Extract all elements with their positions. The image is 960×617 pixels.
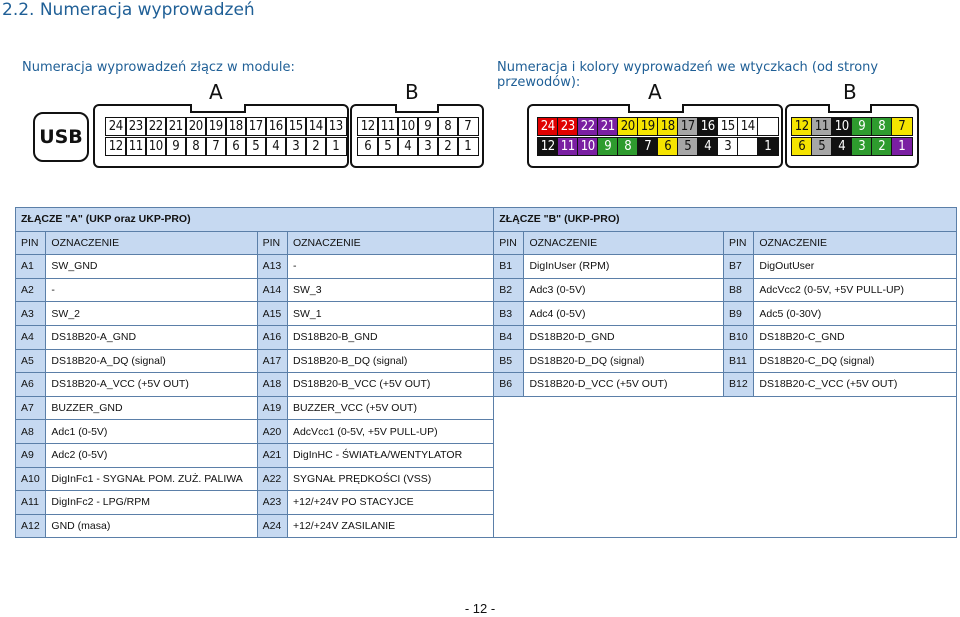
pin-id-cell: A3 (16, 302, 46, 326)
module-connector-b-tab (395, 104, 439, 113)
pin-id-cell: A22 (257, 467, 287, 491)
pin-id-cell: B11 (723, 349, 753, 373)
pin-desc-cell: SW_1 (287, 302, 493, 326)
section-title: 2.2. Numeracja wyprowadzeń (2, 0, 255, 20)
header-desc: OZNACZENIE (754, 231, 957, 255)
pinout-table (15, 207, 957, 538)
module-a-pin: 8 (185, 137, 207, 156)
connector-a-title: ZŁĄCZE "A" (UKP oraz UKP-PRO) (16, 208, 494, 232)
plug-a-pin: 17 (677, 117, 699, 136)
plug-connector-b-label: B (843, 80, 857, 104)
pin-id-cell: B8 (723, 278, 753, 302)
pin-desc-cell: DigInFc2 - LPG/RPM (46, 491, 257, 515)
module-connector-a-label: A (209, 80, 223, 104)
pin-id-cell: A8 (16, 420, 46, 444)
module-b-pin: 9 (417, 117, 439, 136)
plug-a-pin: 16 (697, 117, 719, 136)
module-b-top-row (357, 117, 477, 136)
pin-desc-cell: - (46, 278, 257, 302)
table-row (16, 302, 957, 326)
pin-desc-cell: Adc5 (0-30V) (754, 302, 957, 326)
pin-desc-cell: DS18B20-B_VCC (+5V OUT) (287, 373, 493, 397)
module-a-pin: 7 (205, 137, 227, 156)
module-a-pin: 1 (325, 137, 347, 156)
plug-b-pin: 2 (871, 137, 893, 156)
module-a-pin: 9 (165, 137, 187, 156)
module-b-pin: 8 (437, 117, 459, 136)
pin-id-cell: B9 (723, 302, 753, 326)
pin-id-cell: A6 (16, 373, 46, 397)
pin-id-cell: B1 (494, 255, 524, 279)
pin-desc-cell: DS18B20-D_GND (524, 325, 724, 349)
table-row (16, 396, 957, 420)
pin-id-cell: A13 (257, 255, 287, 279)
pin-desc-cell: DigInUser (RPM) (524, 255, 724, 279)
plug-b-pin: 4 (831, 137, 853, 156)
plug-b-bottom-row (791, 137, 911, 156)
pin-desc-cell: DigInHC - ŚWIATŁA/WENTYLATOR (287, 443, 493, 467)
module-a-pin: 10 (145, 137, 167, 156)
pin-desc-cell: DS18B20-C_DQ (signal) (754, 349, 957, 373)
pin-id-cell: B7 (723, 255, 753, 279)
module-b-pin: 4 (397, 137, 419, 156)
pin-id-cell: A14 (257, 278, 287, 302)
header-desc: OZNACZENIE (46, 231, 257, 255)
module-a-pin: 24 (105, 117, 127, 136)
pin-desc-cell: BUZZER_VCC (+5V OUT) (287, 396, 493, 420)
pin-desc-cell: DS18B20-A_VCC (+5V OUT) (46, 373, 257, 397)
header-pin: PIN (494, 231, 524, 255)
module-a-pin: 19 (205, 117, 227, 136)
module-a-pin: 20 (185, 117, 207, 136)
plug-a-pin: 22 (577, 117, 599, 136)
pin-id-cell: B5 (494, 349, 524, 373)
table-row (16, 349, 957, 373)
plug-a-pin: 5 (677, 137, 699, 156)
pin-id-cell: A17 (257, 349, 287, 373)
pin-desc-cell: SW_2 (46, 302, 257, 326)
module-b-pin: 5 (377, 137, 399, 156)
module-a-pin: 18 (225, 117, 247, 136)
pin-id-cell: B2 (494, 278, 524, 302)
pin-desc-cell: DS18B20-D_VCC (+5V OUT) (524, 373, 724, 397)
pin-id-cell: A9 (16, 443, 46, 467)
right-subtitle: Numeracja i kolory wyprowadzeń we wtyczkach (od strony przewodów): (497, 60, 879, 90)
pin-desc-cell: Adc3 (0-5V) (524, 278, 724, 302)
empty-cell (494, 396, 957, 538)
plug-a-pin: 20 (617, 117, 639, 136)
module-b-pin: 1 (457, 137, 479, 156)
pin-id-cell: A16 (257, 325, 287, 349)
pin-desc-cell: DS18B20-D_DQ (signal) (524, 349, 724, 373)
module-a-pin: 22 (145, 117, 167, 136)
pin-id-cell: A4 (16, 325, 46, 349)
pin-desc-cell: SYGNAŁ PRĘDKOŚCI (VSS) (287, 467, 493, 491)
plug-connector-b-tab (828, 104, 872, 113)
pin-id-cell: A15 (257, 302, 287, 326)
pin-id-cell: A20 (257, 420, 287, 444)
pin-id-cell: B4 (494, 325, 524, 349)
plug-a-pin: 6 (657, 137, 679, 156)
plug-a-pin: 4 (697, 137, 719, 156)
pin-desc-cell: Adc1 (0-5V) (46, 420, 257, 444)
plug-a-pin: 15 (717, 117, 739, 136)
pin-desc-cell: DigOutUser (754, 255, 957, 279)
pin-id-cell: B3 (494, 302, 524, 326)
module-a-pin: 16 (265, 117, 287, 136)
plug-a-pin: 11 (557, 137, 579, 156)
plug-a-pin: 3 (717, 137, 739, 156)
plug-b-pin: 1 (891, 137, 913, 156)
pin-id-cell: A11 (16, 491, 46, 515)
plug-a-pin: 12 (537, 137, 559, 156)
table-row (16, 255, 957, 279)
module-connector-b (350, 104, 484, 168)
module-b-bottom-row (357, 137, 477, 156)
module-connector-a (93, 104, 349, 168)
pin-id-cell: A19 (257, 396, 287, 420)
module-b-pin: 7 (457, 117, 479, 136)
plug-b-pin: 12 (791, 117, 813, 136)
module-connector-b-label: B (405, 80, 419, 104)
pin-desc-cell: DS18B20-A_DQ (signal) (46, 349, 257, 373)
module-a-pin: 23 (125, 117, 147, 136)
pin-id-cell: A21 (257, 443, 287, 467)
pin-id-cell: A5 (16, 349, 46, 373)
pin-desc-cell: BUZZER_GND (46, 396, 257, 420)
plug-b-pin: 7 (891, 117, 913, 136)
pin-id-cell: A23 (257, 491, 287, 515)
module-b-pin: 6 (357, 137, 379, 156)
pin-desc-cell: AdcVcc2 (0-5V, +5V PULL-UP) (754, 278, 957, 302)
pin-id-cell: A1 (16, 255, 46, 279)
module-a-pin: 21 (165, 117, 187, 136)
pin-id-cell: B12 (723, 373, 753, 397)
pin-desc-cell: DS18B20-C_VCC (+5V OUT) (754, 373, 957, 397)
module-a-pin: 4 (265, 137, 287, 156)
plug-a-pin: 19 (637, 117, 659, 136)
module-b-pin: 11 (377, 117, 399, 136)
pin-id-cell: A18 (257, 373, 287, 397)
plug-a-top-row (537, 117, 777, 136)
plug-connector-a-label: A (648, 80, 662, 104)
pin-id-cell: A12 (16, 514, 46, 538)
header-pin: PIN (723, 231, 753, 255)
module-a-pin: 15 (285, 117, 307, 136)
pin-desc-cell: DS18B20-B_GND (287, 325, 493, 349)
plug-a-pin: 1 (757, 137, 779, 156)
pin-desc-cell: Adc4 (0-5V) (524, 302, 724, 326)
table-row (16, 325, 957, 349)
plug-a-pin: 8 (617, 137, 639, 156)
page-number: - 12 - (464, 601, 496, 616)
plug-b-top-row (791, 117, 911, 136)
module-a-bottom-row (105, 137, 345, 156)
plug-b-pin: 3 (851, 137, 873, 156)
table-header-row (16, 231, 957, 255)
module-a-pin: 2 (305, 137, 327, 156)
pin-desc-cell: DS18B20-C_GND (754, 325, 957, 349)
module-a-pin: 13 (325, 117, 347, 136)
plug-a-pin (737, 137, 759, 156)
module-b-pin: 10 (397, 117, 419, 136)
plug-connector-b (785, 104, 919, 168)
module-a-pin: 14 (305, 117, 327, 136)
pin-desc-cell: Adc2 (0-5V) (46, 443, 257, 467)
plug-b-pin: 9 (851, 117, 873, 136)
connector-b-title: ZŁĄCZE "B" (UKP-PRO) (494, 208, 957, 232)
pin-desc-cell: DS18B20-B_DQ (signal) (287, 349, 493, 373)
pin-desc-cell: GND (masa) (46, 514, 257, 538)
plug-a-pin: 10 (577, 137, 599, 156)
pin-desc-cell: +12/+24V ZASILANIE (287, 514, 493, 538)
plug-a-pin: 24 (537, 117, 559, 136)
plug-connector-a (527, 104, 783, 168)
plug-b-pin: 11 (811, 117, 833, 136)
plug-a-pin: 23 (557, 117, 579, 136)
table-title-row (16, 208, 957, 232)
module-a-pin: 17 (245, 117, 267, 136)
pin-desc-cell: - (287, 255, 493, 279)
module-a-top-row (105, 117, 345, 136)
pin-id-cell: A10 (16, 467, 46, 491)
pin-id-cell: A2 (16, 278, 46, 302)
plug-a-pin (757, 117, 779, 136)
module-a-pin: 12 (105, 137, 127, 156)
pin-desc-cell: +12/+24V PO STACYJCE (287, 491, 493, 515)
header-desc: OZNACZENIE (524, 231, 724, 255)
module-a-pin: 5 (245, 137, 267, 156)
plug-a-pin: 7 (637, 137, 659, 156)
pin-id-cell: B6 (494, 373, 524, 397)
pin-desc-cell: DigInFc1 - SYGNAŁ POM. ZUŻ. PALIWA (46, 467, 257, 491)
pin-id-cell: B10 (723, 325, 753, 349)
plug-a-bottom-row (537, 137, 777, 156)
module-a-pin: 6 (225, 137, 247, 156)
module-a-pin: 3 (285, 137, 307, 156)
pin-id-cell: A7 (16, 396, 46, 420)
module-a-pin: 11 (125, 137, 147, 156)
left-subtitle: Numeracja wyprowadzeń złącz w module: (22, 60, 295, 75)
header-desc: OZNACZENIE (287, 231, 493, 255)
plug-b-pin: 5 (811, 137, 833, 156)
table-row (16, 278, 957, 302)
plug-b-pin: 10 (831, 117, 853, 136)
pin-id-cell: A24 (257, 514, 287, 538)
module-b-pin: 12 (357, 117, 379, 136)
pin-desc-cell: DS18B20-A_GND (46, 325, 257, 349)
pin-desc-cell: SW_GND (46, 255, 257, 279)
plug-a-pin: 18 (657, 117, 679, 136)
module-connector-a-tab (190, 104, 246, 113)
plug-b-pin: 8 (871, 117, 893, 136)
plug-connector-a-tab (628, 104, 684, 113)
module-b-pin: 3 (417, 137, 439, 156)
pin-desc-cell: SW_3 (287, 278, 493, 302)
header-pin: PIN (16, 231, 46, 255)
table-row (16, 373, 957, 397)
plug-a-pin: 9 (597, 137, 619, 156)
module-b-pin: 2 (437, 137, 459, 156)
plug-b-pin: 6 (791, 137, 813, 156)
plug-a-pin: 14 (737, 117, 759, 136)
pin-desc-cell: AdcVcc1 (0-5V, +5V PULL-UP) (287, 420, 493, 444)
plug-a-pin: 21 (597, 117, 619, 136)
header-pin: PIN (257, 231, 287, 255)
usb-port: USB (33, 112, 89, 162)
